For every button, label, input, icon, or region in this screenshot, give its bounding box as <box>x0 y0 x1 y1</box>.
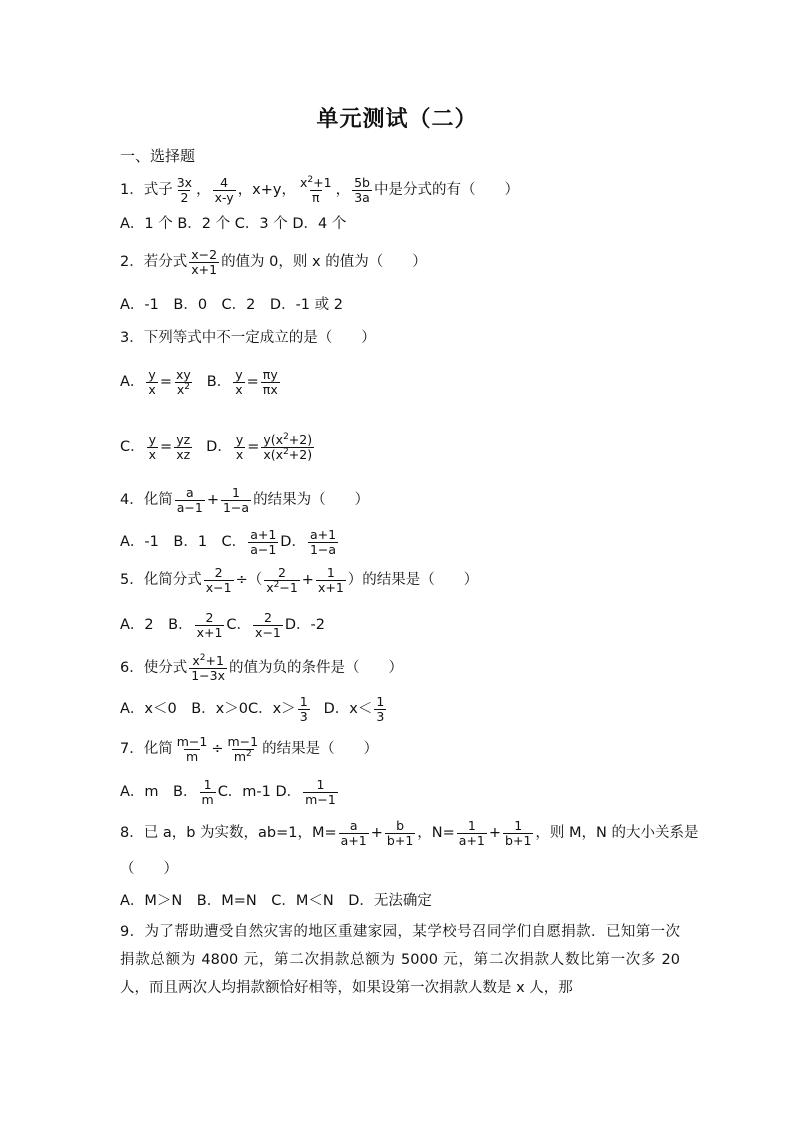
q7-options: A．m B． $\frac{1}{m}$ C．m-1 D． $\frac{1}{m-1}$ <box>120 777 336 808</box>
fraction: $\frac{1}{1-a}$ <box>222 485 250 516</box>
fraction: $\frac{2}{x-1}$ <box>255 610 281 641</box>
question-8: 8．已 a，b 为实数，ab=1，M= $\frac{a}{a+1}$ + $\frac{b}{b+1}$ ，N= $\frac{1}{a+1}$ + $\frac{1}{b+1}$ ，则 M，N 的大小关系是 <box>120 818 699 849</box>
fraction: $\frac{a+1}{a-1}$ <box>250 527 277 558</box>
fraction: $\frac{y}{x}$ <box>235 367 243 398</box>
question-2: 2．若分式 $\frac{x-2}{x+1}$ 的值为 0，则 x 的值为（ ） <box>120 247 427 278</box>
fraction: $\frac{a}{a-1}$ <box>176 485 203 516</box>
q8-options: A．M＞N B．M=N C．M＜N D．无法确定 <box>120 893 432 909</box>
fraction: $\frac{5b}{3a}$ <box>354 175 370 206</box>
fraction: $\frac{1}{x+1}$ <box>317 565 344 596</box>
fraction: $\frac{b}{b+1}$ <box>386 818 414 849</box>
question-6: 6．使分式 $\frac{x^2+1}{1-3x}$ 的值为负的条件是（ ） <box>120 653 404 684</box>
q2-options: A．-1 B．0 C．2 D．-1 或 2 <box>120 297 343 313</box>
fraction: $\frac{1}{3}$ <box>299 694 308 725</box>
fraction: $\frac{yz}{xz}$ <box>176 432 191 463</box>
question-7: 7．化简 $\frac{m-1}{m}$ ÷ $\frac{m-1}{m^2}$ 的结果是（ ） <box>120 734 379 765</box>
q3-options-cd: C． $\frac{y}{x}$ = $\frac{yz}{xz}$ D． $\frac{y}{x}$ = $\frac{y(x^2+2)}{x(x^2+2)}$ <box>120 432 313 463</box>
fraction: $\frac{m-1}{m}$ <box>176 734 208 765</box>
fraction: $\frac{3x}{2}$ <box>176 175 193 206</box>
q5-options: A．2 B． $\frac{2}{x+1}$ C． $\frac{2}{x-1}$ D．-2 <box>120 610 325 641</box>
question-4: 4．化简 $\frac{a}{a-1}$ + $\frac{1}{1-a}$ 的结果为（ ） <box>120 485 370 516</box>
question-5: 5．化简分式 $\frac{2}{x-1}$ ÷（ $\frac{2}{x^2-1}$ + $\frac{1}{x+1}$ ）的结果是（ ） <box>120 565 479 596</box>
page-title: 单元测试（二） <box>316 107 478 132</box>
fraction: $\frac{1}{m}$ <box>201 777 214 808</box>
fraction: $\frac{1}{b+1}$ <box>505 818 532 849</box>
question-9: 9．为了帮助遭受自然灾害的地区重建家园，某学校号召同学们自愿捐款．已知第一次捐款总额为 4800 元，第二次捐款总额为 5000 元，第二次捐款人数比第一次多 20 人，而且两次人均捐款额恰好相等，如果设第一次捐款人数是 x 人，那 <box>120 924 680 996</box>
fraction: $\frac{1}{a+1}$ <box>458 818 485 849</box>
q8-paren: （ ） <box>120 861 178 877</box>
fraction: $\frac{\pi y}{\pi x}$ <box>262 367 278 398</box>
fraction: $\frac{y}{x}$ <box>235 432 244 463</box>
fraction: $\frac{y}{x}$ <box>148 367 156 398</box>
q1-options: A．1 个 B．2 个 C．3 个 D．4 个 <box>120 216 347 232</box>
question-1: 1．式子 $\frac{3x}{2}$ ， $\frac{4}{x-y}$ ，x+y， $\frac{x^2+1}{\pi}$ ， $\frac{5b}{3a}$ 中是分式的有（ ） <box>120 175 519 206</box>
fraction: $\frac{a}{a+1}$ <box>340 818 367 849</box>
fraction: $\frac{x-2}{x+1}$ <box>191 247 218 278</box>
question-3: 3．下列等式中不一定成立的是（ ） <box>120 330 376 346</box>
fraction: $\frac{2}{x+1}$ <box>196 610 223 641</box>
q4-options: A．-1 B．1 C． $\frac{a+1}{a-1}$ D． $\frac{a+1}{1-a}$ <box>120 527 337 558</box>
fraction: $\frac{m-1}{m^2}$ <box>227 734 259 765</box>
fraction: $\frac{y}{x}$ <box>148 432 157 463</box>
q3-options-ab: A． $\frac{y}{x}$ = $\frac{xy}{x^2}$ B． $\frac{y}{x}$ = $\frac{\pi y}{\pi x}$ <box>120 367 278 398</box>
fraction: $\frac{1}{m-1}$ <box>305 777 336 808</box>
fraction: $\frac{2}{x^2-1}$ <box>266 565 298 596</box>
section-heading: 一、选择题 <box>120 147 196 165</box>
q1-prefix: 1．式子 <box>120 181 173 198</box>
fraction: $\frac{y(x^2+2)}{x(x^2+2)}$ <box>263 432 313 463</box>
fraction: $\frac{4}{x-y}$ <box>214 175 234 206</box>
q6-options: A．x＜0 B．x＞0C．x＞ $\frac{1}{3}$ D．x＜ $\frac{1}{3}$ <box>120 694 385 725</box>
fraction: $\frac{2}{x-1}$ <box>205 565 232 596</box>
fraction: $\frac{x^2+1}{1-3x}$ <box>191 653 226 684</box>
fraction: $\frac{1}{3}$ <box>376 694 385 725</box>
fraction: $\frac{xy}{x^2}$ <box>175 367 191 398</box>
fraction: $\frac{a+1}{1-a}$ <box>309 527 337 558</box>
fraction: $\frac{x^2+1}{\pi}$ <box>300 175 332 206</box>
q1-suffix: 中是分式的有（ ） <box>373 181 519 198</box>
